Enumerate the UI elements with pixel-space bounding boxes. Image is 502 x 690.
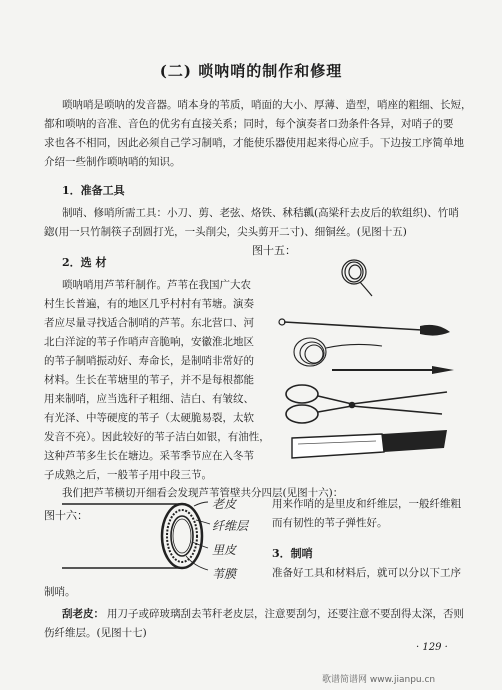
bamboo-reed-pin-illustration <box>332 366 454 374</box>
figure-15-caption: 图十五： <box>252 244 296 257</box>
figure-16-text-line-2: 而有韧性的苇子弹性好。 <box>272 517 388 529</box>
scrape-term: 刮老皮： <box>62 608 104 620</box>
section-1-line-1: 制哨、修哨所需工具：小刀、剪、老弦、烙铁、秫秸瓤(高梁秆去皮后的软组织)、竹哨 <box>62 207 459 219</box>
section-2-line-3: 者应尽量寻找适合制哨的芦苇。东北营口、河 <box>44 317 254 329</box>
section-1-line-2: 鍃(用一只竹制筷子刮圆打光，一头削尖，尖头剪开二寸)、细铜丝。(见图十五) <box>44 226 407 238</box>
section-2-line-9: 发音不亮）。因此较好的苇子洁白如银，有油性， <box>44 431 270 443</box>
section-3-line-2: 制哨。 <box>44 586 76 598</box>
scrape-line-1: 用刀子或碎玻璃刮去苇秆老皮层，注意要刮匀，还要注意不要刮得太深，否则 <box>107 608 464 620</box>
label-outer-skin: 老皮 <box>212 497 237 511</box>
scissors-illustration <box>286 385 447 423</box>
intro-line-2: 都和唢呐的音准、音色的优劣有直接关系；同时，每个演奏者口劲条件各异，对哨子的要 <box>44 118 454 130</box>
figure-16-text-line-1: 用来作哨的是里皮和纤维层，一般纤维粗 <box>272 498 461 510</box>
intro-line-3: 求也各不相同，因此必须自己学习制哨，才能使乐器使用起来得心应手。下边按工序简单地 <box>44 137 464 149</box>
coiled-string-illustration <box>342 260 372 296</box>
section-2-line-10: 这种芦苇多生长在塘边。采苇季节应在入冬苇 <box>44 450 254 462</box>
figure-16-caption: 图十六： <box>44 509 88 522</box>
figure-15-tools-illustration <box>272 252 462 474</box>
section-3-line-1: 准备好工具和材料后，就可以分以下工序 <box>272 567 461 579</box>
coiled-copper-wire-illustration <box>294 338 382 366</box>
section-title: (二) 唢呐哨的制作和修理 <box>159 62 343 80</box>
page-number: · 129 · <box>416 642 448 653</box>
label-reed-membrane: 苇膜 <box>212 567 237 581</box>
label-fiber-layer: 纤维层 <box>212 519 249 533</box>
section-2-line-5: 的苇子制哨振动好、寿命长，是制哨非常好的 <box>44 355 254 367</box>
section-2-line-4: 北白洋淀的苇子作哨声音脆响，安徽淮北地区 <box>44 336 254 348</box>
section-2-line-2: 村生长普遍，有的地区几乎村村有苇塘。演奏 <box>44 298 254 310</box>
scrape-line-2: 伤纤维层。(见图十七) <box>44 627 147 639</box>
intro-line-4: 介绍一些制作唢呐哨的知识。 <box>44 156 181 168</box>
figure-16-intro: 我们把芦苇横切开细看会发现芦苇管壁共分四层(见图十六)： <box>62 487 344 499</box>
section-2-line-11: 子成熟之后，一般苇子用中段三节。 <box>44 469 212 481</box>
figure-16-reed-cross-section <box>62 494 272 584</box>
watermark: 歌谱简谱网 www.jianpu.cn <box>322 675 436 685</box>
intro-line-1: 唢呐哨是唢呐的发音器。哨本身的苇质，哨面的大小、厚薄、造型，哨座的粗细、长短， <box>62 99 472 111</box>
section-2-line-8: 有光泽、中等硬度的苇子（太硬脆易裂，太软 <box>44 412 254 424</box>
section-2-line-1: 唢呐哨用芦苇秆制作。芦苇在我国广大农 <box>62 279 251 291</box>
label-inner-skin: 里皮 <box>212 543 237 557</box>
section-2-line-7: 用来制哨，应当选秆子粗细、洁白、有皱纹、 <box>44 393 254 405</box>
section-2-line-6: 材料。生长在苇塘里的苇子，并不是每根都能 <box>44 374 254 386</box>
reed-tube-illustration <box>62 504 202 568</box>
section-2-heading: 2．选 材 <box>62 256 107 269</box>
knife-illustration <box>292 430 447 458</box>
section-1-heading: 1．准备工具 <box>62 184 125 197</box>
soldering-iron-illustration <box>279 319 450 336</box>
section-3-heading: 3．制哨 <box>272 547 313 560</box>
